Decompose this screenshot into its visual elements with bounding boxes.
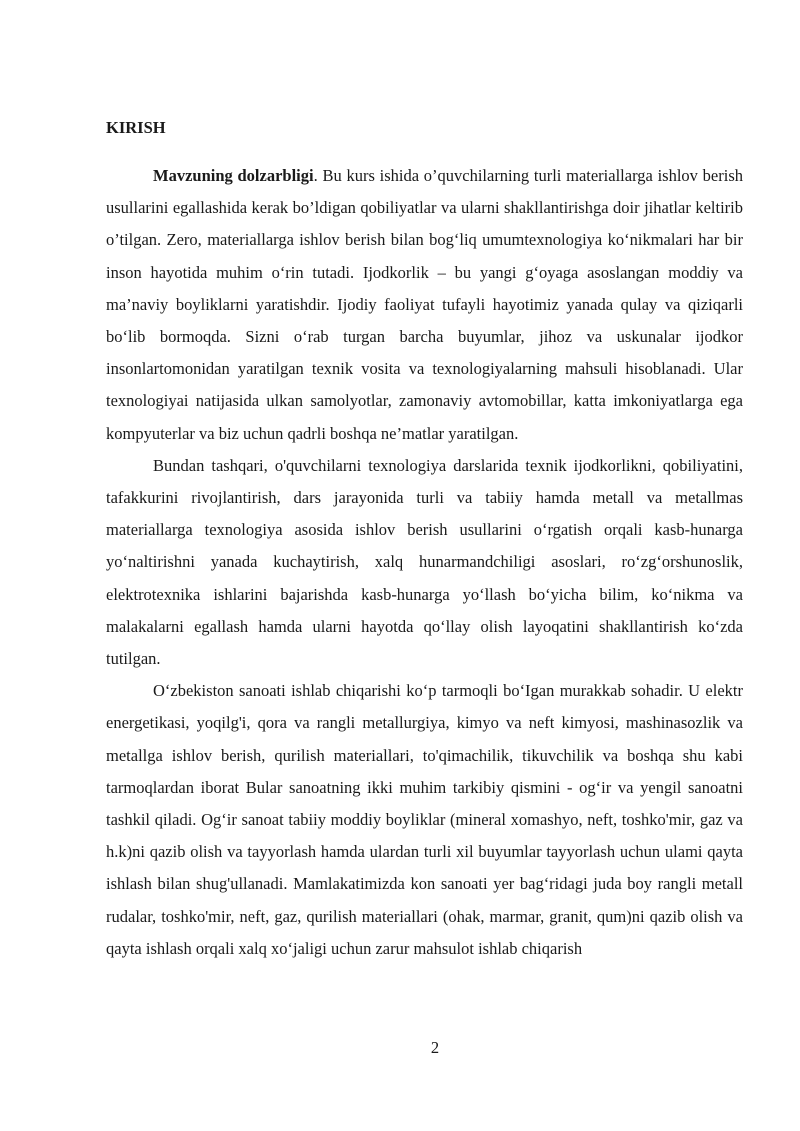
paragraph-text: Bundan tashqari, o'quvchilarni texnologiya darslarida texnik ijodkorlikni, qobiliyatini, tafakkurini rivojlantirish, dars jarayonida turli va tabiiy hamda metall va metallmas materiallarga texnologiya asosida ishlov berish usullarini o‘rgatish orqali kasb-hunarga yo‘naltirishni yanada kuchaytirish, xalq hunarmandchiligi asoslari, ro‘zg‘orshunoslik, elektrotexnika ishlarini bajarishda kasb-hunarga yo‘llash bo‘yicha bilim, ko‘nikma va malakalarni egallash hamda ularni hayotda qo‘llay olish layoqatini shakllantirish ko‘zda tutilgan. (106, 455, 743, 669)
paragraph-text: . Bu kurs ishida o’quvchilarning turli materiallarga ishlov berish usullarini egallashida kerak bo’ldigan qobiliyatlar va ularni shakllantirishga doir jihatlar keltirib o’tilgan. Zero, materiallarga ishlov berish bilan bog‘liq umumtexnologiya ko‘nikmalari har bir inson hayotida muhim o‘rin tutadi. Ijodkorlik – bu yangi g‘oyaga asoslangan moddiy va ma’naviy boyliklarni yaratishdir. Ijodiy faoliyat tufayli hayotimiz yanada qulay va qiziqarli bo‘lib bormoqda. Sizni o‘rab turgan barcha buyumlar, jihoz va uskunalar ijodkor insonlartomonidan yaratilgan texnik vosita va texnologiyalarning mahsuli hisoblanadi. Ular texnologiyai natijasida ulkan samolyotlar, zamonaviy avtomobillar, katta imkoniyatlarga ega kompyuterlar va biz uchun qadrli boshqa ne’matlar yaratilgan. (106, 166, 743, 443)
paragraph-text: O‘zbekiston sanoati ishlab chiqarishi ko‘p tarmoqli bo‘Igan murakkab sohadir. U elektr energetikasi, yoqilg'i, qora va rangli metallurgiya, kimyo va neft kimyosi, mashinasozlik va metallga ishlov berish, qurilish materiallari, to'qimachilik, tikuvchilik va boshqa shu kabi tarmoqlardan iborat Bular sanoatning ikki muhim tarkibiy qismini - og‘ir va yengil sanoatni tashkil qiladi. Og‘ir sanoat tabiiy moddiy boyliklar (mineral xomashyo, neft, toshko'mir, gaz va h.k)ni qazib olish va tayyorlash hamda ulardan turli xil buyumlar tayyorlash uchun ulami qayta ishlash bilan shug'ullanadi. Mamlakatimizda kon sanoati yer bag‘ridagi juda boy rangli metall rudalar, toshko'mir, neft, gaz, qurilish materiallari (ohak, marmar, granit, qum)ni qazib olish va qayta ishlash orqali xalq xo‘jaligi uchun zarur mahsulot ishlab chiqarish (106, 681, 743, 958)
section-heading: KIRISH (106, 118, 166, 137)
paragraph-industry (106, 675, 743, 965)
paragraph-relevance (106, 160, 743, 450)
paragraph-additional (106, 450, 743, 675)
page-number: 2 (430, 1038, 440, 1057)
document-page (106, 112, 743, 965)
paragraph-lead: Mavzuning dolzarbligi (153, 166, 314, 185)
